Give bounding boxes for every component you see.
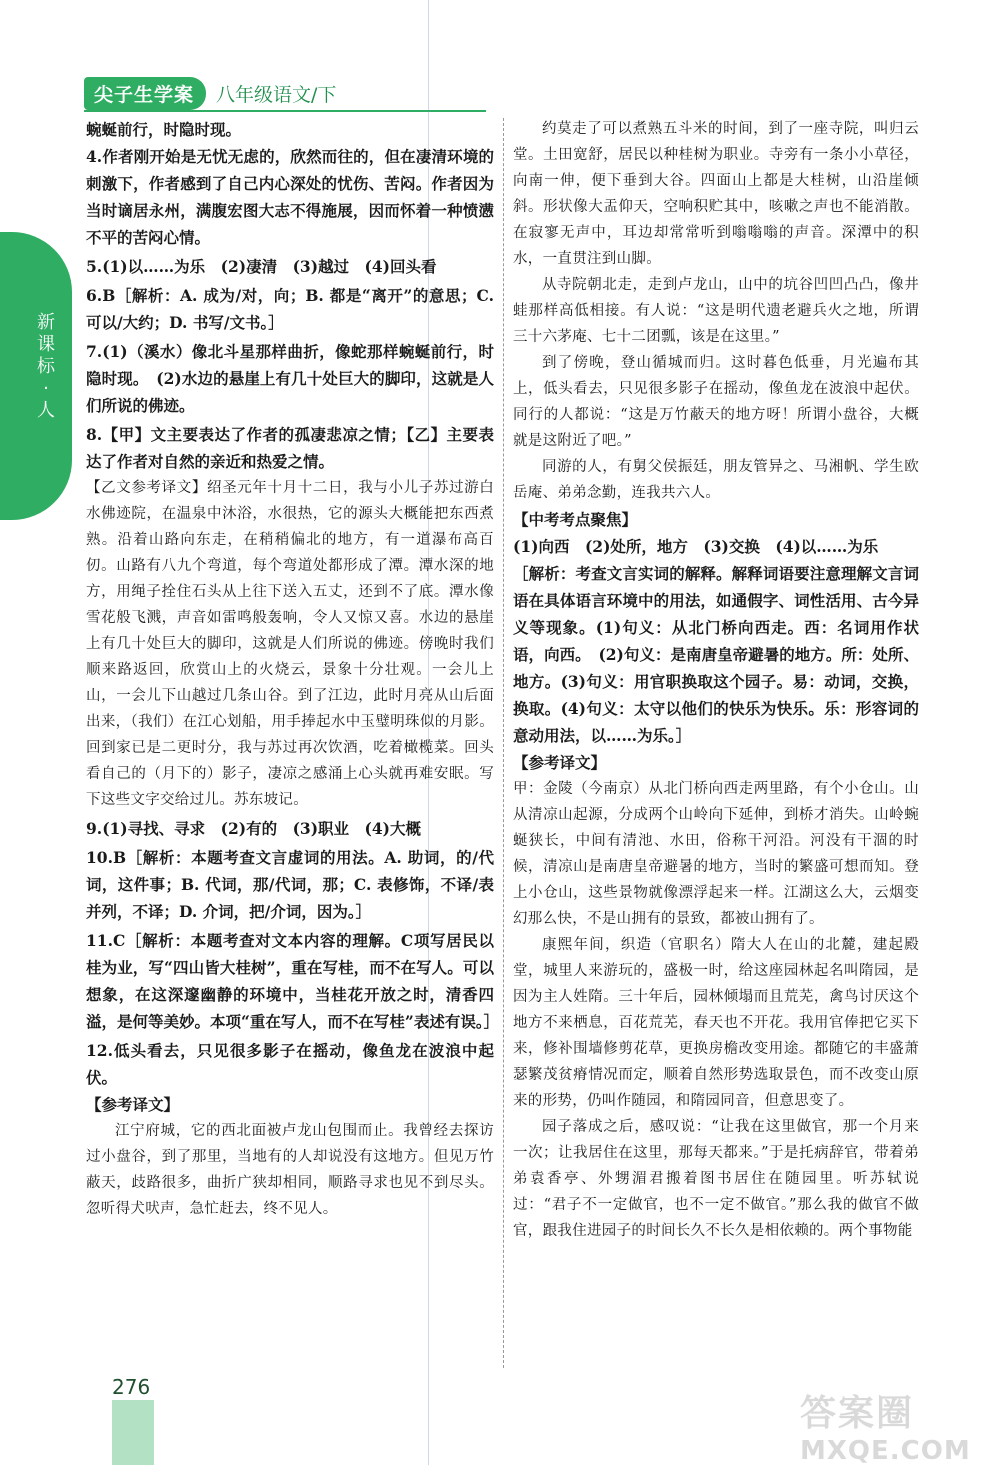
page-header (84, 78, 336, 108)
book-brand-badge: 尖子生学案 (84, 77, 206, 110)
translation-paragraph: 同游的人，有舅父侯振廷，朋友管异之、马湘帆、学生欧岳庵、弟弟念勤，连我共六人。 (513, 459, 919, 501)
answer-text: (1)向西 (2)处所，地方 (3)交换 (4)以……为乐 (513, 537, 879, 556)
question-number: 12. (86, 1041, 113, 1060)
page-number-strip (112, 1400, 154, 1465)
question-number: 10. (86, 848, 113, 867)
answer-text: B［解析：本题考查文言虚词的用法。A. 助词，的/代词，这件事；B. 代词，那/代词，那；C. 表修饰，不译/表并列，不译；D. 介词，把/介词，因为。］ (86, 848, 494, 921)
answer-text: 【甲】文主要表达了作者的孤凄悲凉之情；【乙】主要表达了作者对自然的亲近和热爱之情。 (86, 425, 494, 471)
answer-item-9 (86, 815, 494, 842)
answer-item-10 (86, 844, 494, 925)
translation-paragraph: 康熙年间，织造（官职名）隋大人在山的北麓，建起殿堂，城里人来游玩的，盛极一时，给这座园林起名叫隋园，是因为主人姓隋。三十年后，园林倾塌而且荒芜，禽鸟讨厌这个地方不来栖息，百花荒芜，春天也不开花。我用官俸把它买下来，修补围墙修剪花草，更换房檐改变用途。都随它的丰盛萧瑟繁茂贫瘠情况而定，顺着自然形势选取景色，而不改变山原来的形势，仍叫作随园，和隋园同音，但意思变了。 (513, 937, 919, 1109)
translation-paragraph: 江宁府城，它的西北面被卢龙山包围而止。我曾经去探访过小盘谷，到了那里，当地有的人却说没有这地方。但见万竹蔽天，歧路很多，曲折广狭却相同，顺路寻求也见不到尽头。忽听得犬吠声，急忙赶去，终不见人。 (86, 1123, 494, 1217)
answer-item-8 (86, 421, 494, 475)
answer-text: (1)（溪水）像北斗星那样曲折，像蛇那样蜿蜒前行，时隐时现。 (2)水边的悬崖上有几十处巨大的脚印，这就是人们所说的佛迹。 (86, 342, 494, 415)
translation-paragraph: 到了傍晚，登山循城而归。这时暮色低垂，月光遍布其上，低头看去，只见很多影子在摇动，像鱼龙在波浪中起伏。同行的人都说：“这是万竹蔽天的地方呀！所谓小盘谷，大概就是这附近了吧。” (513, 355, 919, 449)
section-heading: 【参考译文】 (86, 1095, 180, 1114)
header-rule (84, 110, 486, 112)
question-number: 4. (86, 147, 103, 166)
answer-explanation: ［解析：考查文言实词的解释。解释词语要注意理解文言词语在具体语言环境中的用法，如通假字、词性活用、古今异义等现象。(1)句义：从北门桥向西走。西：名词用作状语，向西。 (2)句义：是南唐皇帝避暑的地方。所：处所、地方。(3)句义：用官职换取这个园子。易：动词，交换，换取。(4)句义：太守以他们的快乐为快乐。乐：形容词的意动用法，以……为乐。］ (513, 564, 919, 745)
answer-item-5 (86, 253, 494, 280)
watermark-text: 答案圈 (800, 1393, 915, 1434)
question-number: 6. (86, 286, 103, 305)
answer-text: 作者刚开始是无忧无虑的，欣然而往的，但在凄清环境的刺激下，作者感到了自己内心深处的忧伤、苦闷。作者因为当时谪居永州，满腹宏图大志不得施展，因而怀着一种愤懑不平的苦闷心情。 (86, 147, 494, 247)
answer-item-6 (86, 282, 494, 336)
right-column (513, 116, 919, 1244)
answer-item-11 (86, 927, 500, 1035)
question-number: 5. (86, 257, 103, 276)
continued-answer: 蜿蜒前行，时隐时现。 (86, 120, 242, 139)
answer-text: B［解析：A. 成为/对，向；B. 都是“离开”的意思；C. 可以/大约；D. 书写/文书。］ (86, 286, 494, 332)
book-grade-subject: 八年级语文/下 (216, 83, 337, 106)
answer-text: (1)以……为乐 (2)凄清 (3)越过 (4)回头看 (102, 257, 437, 276)
watermark-logo (800, 1385, 990, 1466)
answer-text: C［解析：本题考查对文本内容的理解。C项写居民以桂为业，写“四山皆大桂树”，重在写桂，而不在写人。可以想象，在这深邃幽静的环境中，当桂花开放之时，清香四溢，是何等美妙。本项“重在写人，而不在写桂”表述有误。］ (86, 931, 500, 1031)
section-heading: 【参考译文】 (513, 753, 607, 772)
translation-paragraph: 【乙文参考译文】绍圣元年十月十二日，我与小儿子苏过游白水佛迹院，在温泉中沐浴，水很热，它的源头大概能把东西煮熟。沿着山路向东走，在稍稍偏北的地方，有一道瀑布高百仞。山路有八九个弯道，每个弯道处都形成了潭。潭水深的地方，用绳子拴住石头从上往下送入五丈，还到不了底。潭水像雪花般飞溅，声音如雷鸣般轰响，令人又惊又喜。水边的悬崖上有几十处巨大的脚印，这就是人们所说的佛迹。傍晚时我们顺来路返回，欣赏山上的火烧云，景象十分壮观。一会儿上山，一会儿下山越过几条山谷。到了江边，此时月亮从山后面出来，（我们）在江心划船，用手捧起水中玉璧明珠似的月影。回到家已是二更时分，我与苏过再次饮酒，吃着橄榄菜。回头看自己的（月下的）影子，凄凉之感涌上心头就再难安眠。写下这些文字交给过儿。苏东坡记。 (86, 480, 494, 808)
left-column (86, 116, 500, 1222)
answer-text: 低头看去，只见很多影子在摇动，像鱼龙在波浪中起伏。 (86, 1041, 494, 1087)
answer-text: (1)寻找、寻求 (2)有的 (3)职业 (4)大概 (102, 819, 421, 838)
answer-item-7 (86, 338, 494, 419)
question-number: 11. (86, 931, 113, 950)
question-number: 9. (86, 819, 103, 838)
answer-item-4 (86, 143, 494, 251)
question-number: 7. (86, 342, 103, 361)
answer-item-12 (86, 1037, 494, 1091)
translation-paragraph: 甲：金陵（今南京）从北门桥向西走两里路，有个小仓山。山从清凉山起源，分成两个山岭向下延伸，到桥才消失。山岭蜿蜒狭长，中间有清池、水田，俗称干河沿。河没有干涸的时候，清凉山是南唐皇帝避暑的地方，当时的繁盛可想而知。登上小仓山，这些景物就像漂浮起来一样。江湖这么大，云烟变幻那么快，不是山拥有的景致，都被山拥有了。 (513, 781, 919, 927)
page-number: 276 (112, 1375, 151, 1399)
translation-paragraph: 约莫走了可以煮熟五斗米的时间，到了一座寺院，叫归云堂。土田宽舒，居民以种桂树为职业。寺旁有一条小小草径，向南一伸，便下垂到大谷。四面山上都是大桂树，山沿崖倾斜。形状像大盂仰天，空响积贮其中，咳嗽之声也不能消散。在寂寥无声中，耳边却常常听到嗡嗡嗡的声音。深潭中的积水，一直贯注到山脚。 (513, 121, 919, 267)
column-divider (503, 118, 504, 1368)
side-tab-label: 新课标·人 (37, 312, 55, 421)
translation-paragraph: 园子落成之后，感叹说：“让我在这里做官，那一个月来一次；让我居住在这里，那每天都来。”于是托病辞官，带着弟弟袁香亭、外甥湄君搬着图书居住在随园里。听苏轼说过：“君子不一定做官，也不一定不做官。”那么我的做官不做官，跟我住进园子的时间长久不长久是相依赖的。两个事物能 (513, 1119, 919, 1239)
watermark-url: MXQE.COM (800, 1436, 971, 1466)
section-heading: 【中考考点聚焦】 (513, 510, 638, 529)
translation-paragraph: 从寺院朝北走，走到卢龙山，山中的坑谷凹凹凸凸，像井蛙那样高低相接。有人说：“这是明代遗老避兵火之地，所谓三十六茅庵、七十二团瓢，该是在这里。” (513, 277, 919, 345)
question-number: 8. (86, 425, 103, 444)
